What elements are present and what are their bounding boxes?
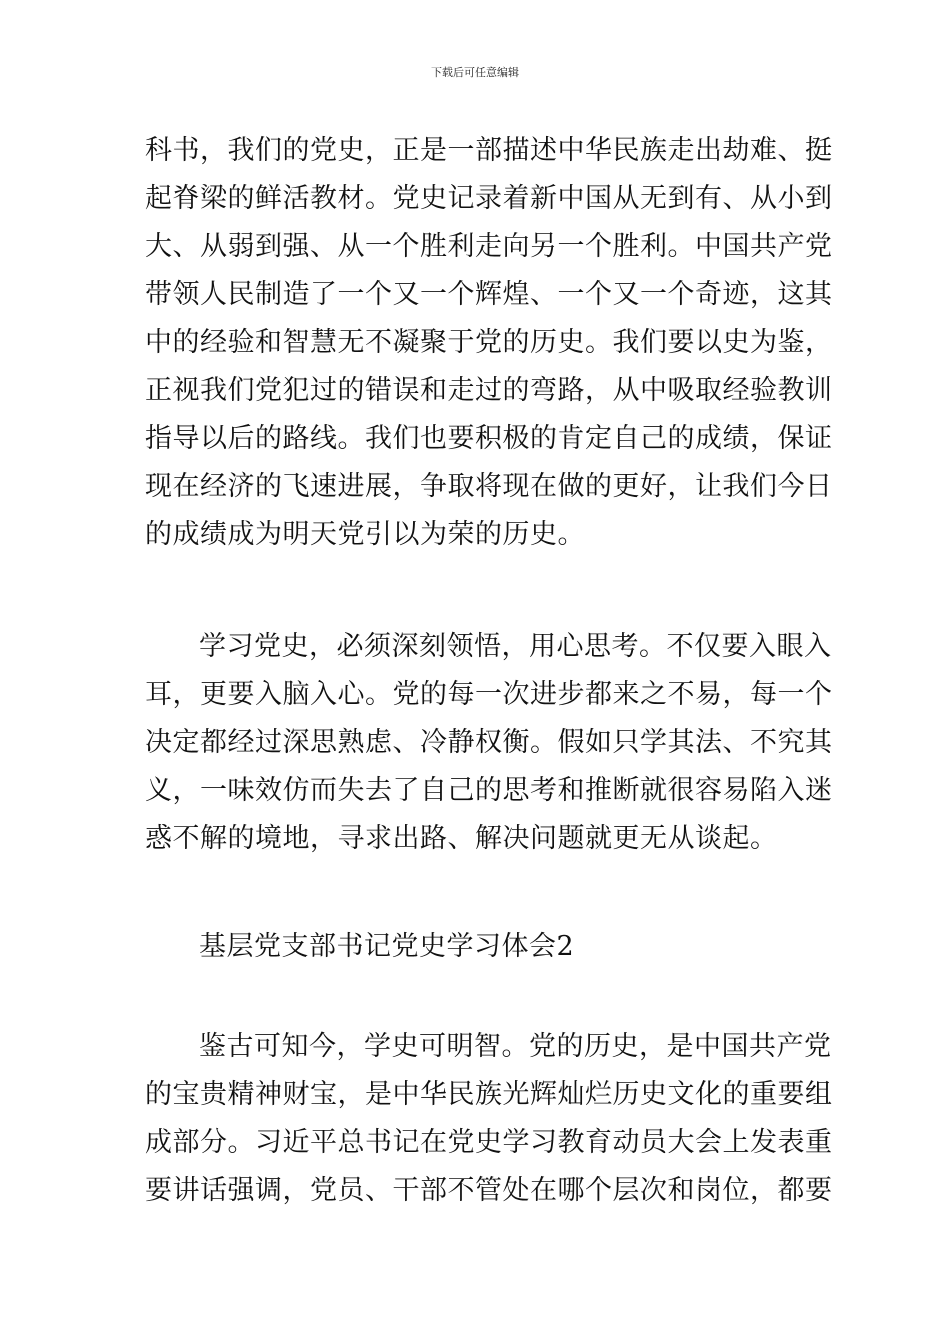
text-line: 的宝贵精神财宝，是中华民族光辉灿烂历史文化的重要组 xyxy=(145,1079,833,1110)
text-line: 学习党史，必须深刻领悟，用心思考。不仅要入眼入 xyxy=(199,631,832,662)
text-line: 起脊梁的鲜活教材。党史记录着新中国从无到有、从小到 xyxy=(145,183,833,214)
text-line: 正视我们党犯过的错误和走过的弯路，从中吸取经验教训 xyxy=(145,375,833,406)
text-line: 的成绩成为明天党引以为荣的历史。 xyxy=(145,519,585,550)
text-line: 现在经济的飞速进展，争取将现在做的更好，让我们今日 xyxy=(145,471,833,502)
page-header: 下载后可任意编辑 xyxy=(431,66,519,79)
paragraph-continued xyxy=(145,127,833,559)
text-line: 大、从弱到强、从一个胜利走向另一个胜利。中国共产党 xyxy=(145,231,833,262)
section-heading xyxy=(145,923,809,971)
text-line: 指导以后的路线。我们也要积极的肯定自己的成绩，保证 xyxy=(145,423,833,454)
paragraph xyxy=(145,1023,833,1215)
text-line: 要讲话强调，党员、干部不管处在哪个层次和岗位，都要 xyxy=(145,1175,833,1206)
text-line: 耳，更要入脑入心。党的每一次进步都来之不易，每一个 xyxy=(145,679,833,710)
text-line: 中的经验和智慧无不凝聚于党的历史。我们要以史为鉴， xyxy=(145,327,833,358)
text-line: 科书，我们的党史，正是一部描述中华民族走出劫难、挺 xyxy=(145,135,833,166)
text-line: 成部分。习近平总书记在党史学习教育动员大会上发表重 xyxy=(145,1127,833,1158)
text-line: 义，一味效仿而失去了自己的思考和推断就很容易陷入迷 xyxy=(145,775,833,806)
section-heading-text: 基层党支部书记党史学习体会2 xyxy=(199,931,575,962)
text-line: 带领人民制造了一个又一个辉煌、一个又一个奇迹，这其 xyxy=(145,279,833,310)
paragraph xyxy=(145,623,833,863)
text-line: 惑不解的境地，寻求出路、解决问题就更无从谈起。 xyxy=(145,823,778,854)
text-line: 决定都经过深思熟虑、冷静权衡。假如只学其法、不究其 xyxy=(145,727,833,758)
text-line: 鉴古可知今，学史可明智。党的历史，是中国共产党 xyxy=(199,1031,832,1062)
